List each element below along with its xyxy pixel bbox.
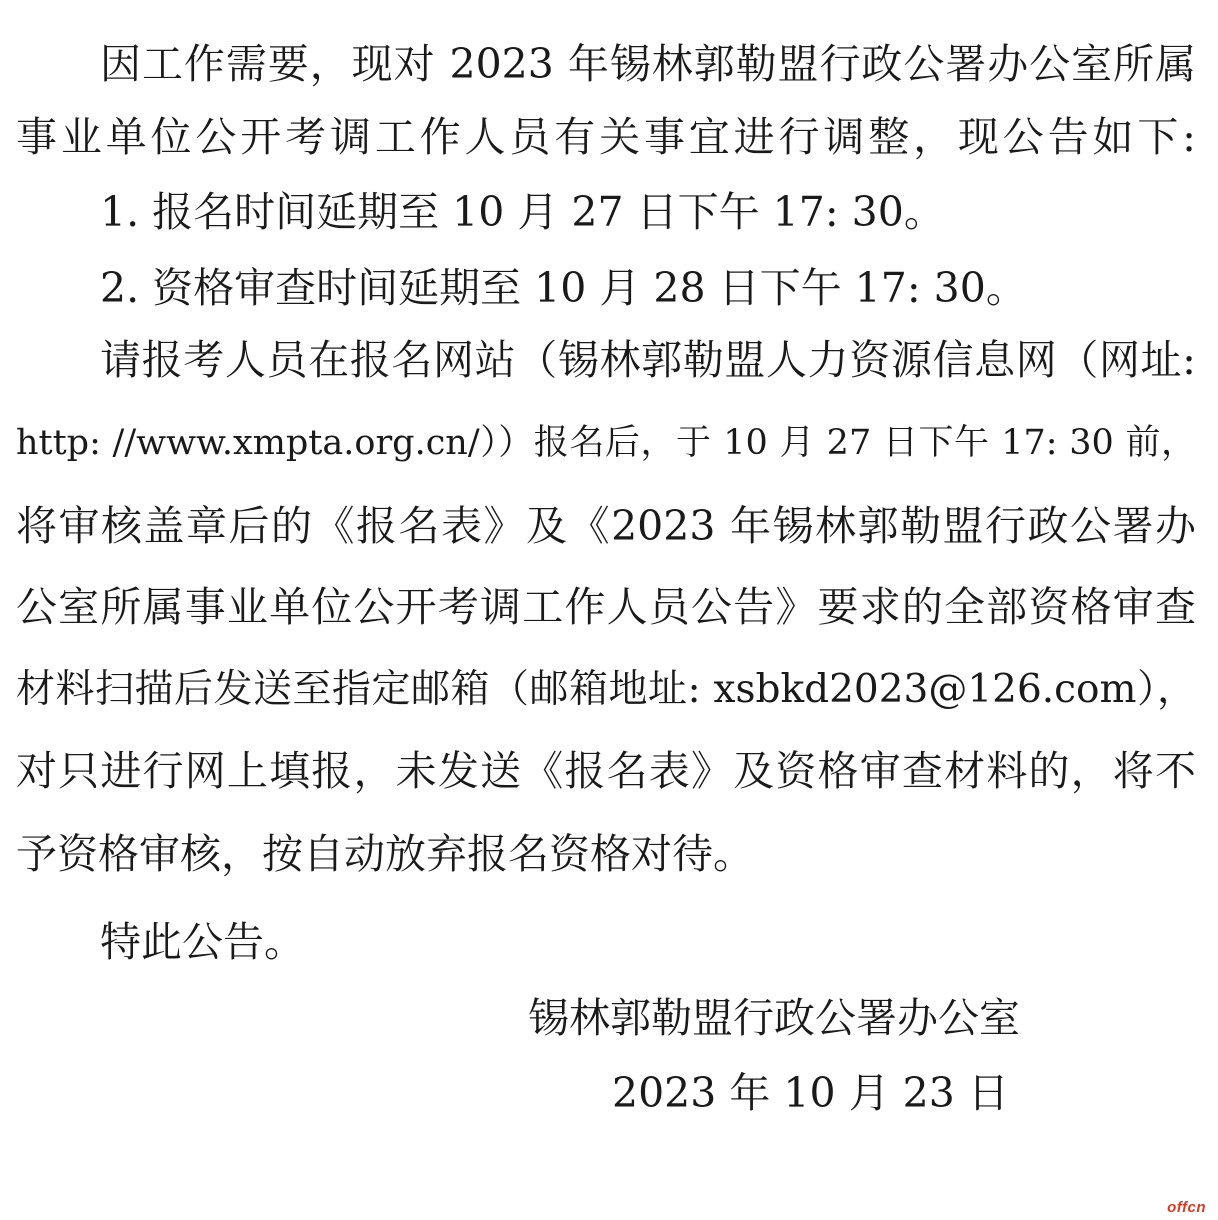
item-1-line: 1. 报名时间延期至 10 月 27 日下午 17: 30。: [100, 188, 945, 236]
instructions-line-2: http: //www.xmpta.org.cn/））报名后，于 10 月 27 日下午 17: 30 前，: [16, 423, 1196, 463]
instructions-line-7: 予资格审核，按自动放弃报名资格对待。: [16, 830, 754, 878]
signature-organization: 锡林郭勒盟行政公署办公室: [528, 994, 1020, 1042]
instructions-line-6: 对只进行网上填报，未发送《报名表》及资格审查材料的，将不: [16, 747, 1196, 795]
signature-date: 2023 年 10 月 23 日: [612, 1069, 1009, 1117]
offcn-watermark: offcn: [1167, 1199, 1206, 1216]
instructions-line-5: 材料扫描后发送至指定邮箱（邮箱地址: xsbkd2023@126.com），: [16, 667, 1196, 712]
instructions-line-4: 公室所属事业单位公开考调工作人员公告》要求的全部资格审查: [16, 583, 1196, 631]
intro-line-1: 因工作需要，现对 2023 年锡林郭勒盟行政公署办公室所属: [100, 40, 1196, 88]
intro-line-2: 事业单位公开考调工作人员有关事宜进行调整，现公告如下:: [16, 113, 1196, 161]
closing-line: 特此公告。: [100, 918, 305, 966]
item-2-line: 2. 资格审查时间延期至 10 月 28 日下午 17: 30。: [100, 264, 1027, 312]
instructions-line-1: 请报考人员在报名网站（锡林郭勒盟人力资源信息网（网址:: [100, 336, 1196, 384]
instructions-line-3: 将审核盖章后的《报名表》及《2023 年锡林郭勒盟行政公署办: [16, 502, 1196, 550]
